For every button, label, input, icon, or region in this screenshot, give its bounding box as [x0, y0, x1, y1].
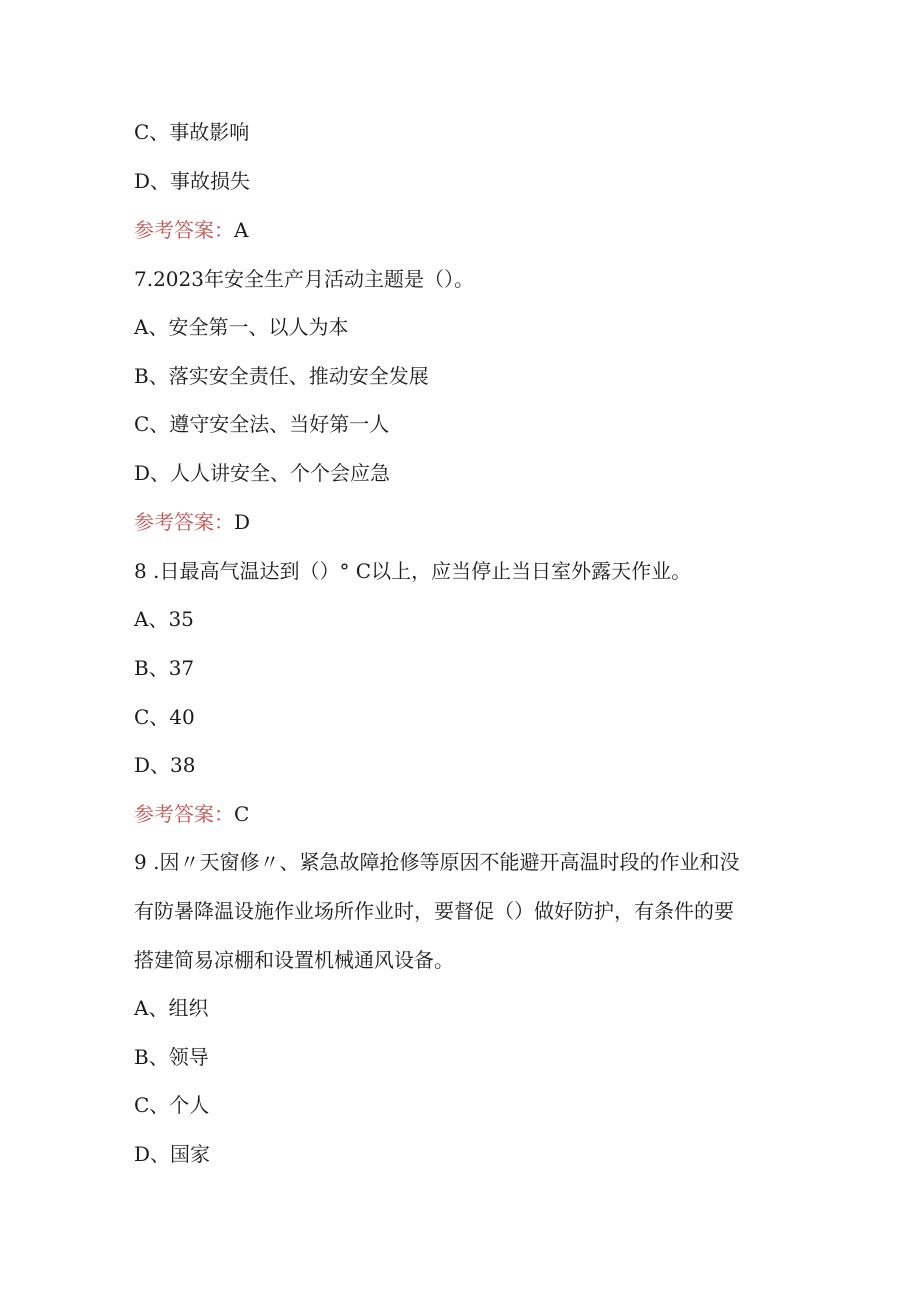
option-d: D、事故损失 — [134, 169, 251, 193]
question-8-option-c: C、40 — [134, 705, 195, 729]
question-7-option-d: D、人人讲安全、个个会应急 — [134, 461, 391, 485]
answer-line — [134, 216, 248, 244]
question-8-option-b: B、37 — [134, 656, 195, 680]
option-c: C、事故影响 — [134, 120, 250, 144]
answer-label: 参考答案： — [134, 218, 234, 242]
answer-label: 参考答案： — [134, 510, 234, 534]
question-7-text: 7.2023年安全生产月活动主题是（）。 — [134, 267, 474, 291]
question-7-option-a: A、安全第一、以人为本 — [134, 315, 349, 339]
question-8-option-a: A、35 — [134, 607, 194, 631]
question-7-option-b: B、落实安全责任、推动安全发展 — [134, 364, 429, 388]
question-9-option-b: B、领导 — [134, 1045, 209, 1069]
answer-value: D — [234, 510, 251, 534]
question-9-option-d: D、国家 — [134, 1142, 211, 1166]
question-7-answer — [134, 508, 250, 536]
question-9-text-line-1: 9 .因〃天窗修〃、紧急故障抢修等原因不能避开高温时段的作业和没 — [134, 850, 740, 874]
question-9-option-c: C、个人 — [134, 1093, 210, 1117]
answer-value: A — [234, 218, 249, 242]
answer-label: 参考答案： — [134, 802, 234, 826]
question-8-text: 8 .日最高气温达到（）° C以上，应当停止当日室外露天作业。 — [134, 559, 692, 583]
answer-value: C — [234, 802, 250, 826]
question-7-option-c: C、遵守安全法、当好第一人 — [134, 412, 390, 436]
question-8-answer — [134, 800, 249, 828]
question-9-text-line-2: 有防暑降温设施作业场所作业时，要督促（）做好防护，有条件的要 — [134, 899, 734, 923]
question-9-option-a: A、组织 — [134, 996, 209, 1020]
question-8-option-d: D、38 — [134, 753, 196, 777]
question-9-text-line-3: 搭建简易凉棚和设置机械通风设备。 — [134, 948, 454, 972]
